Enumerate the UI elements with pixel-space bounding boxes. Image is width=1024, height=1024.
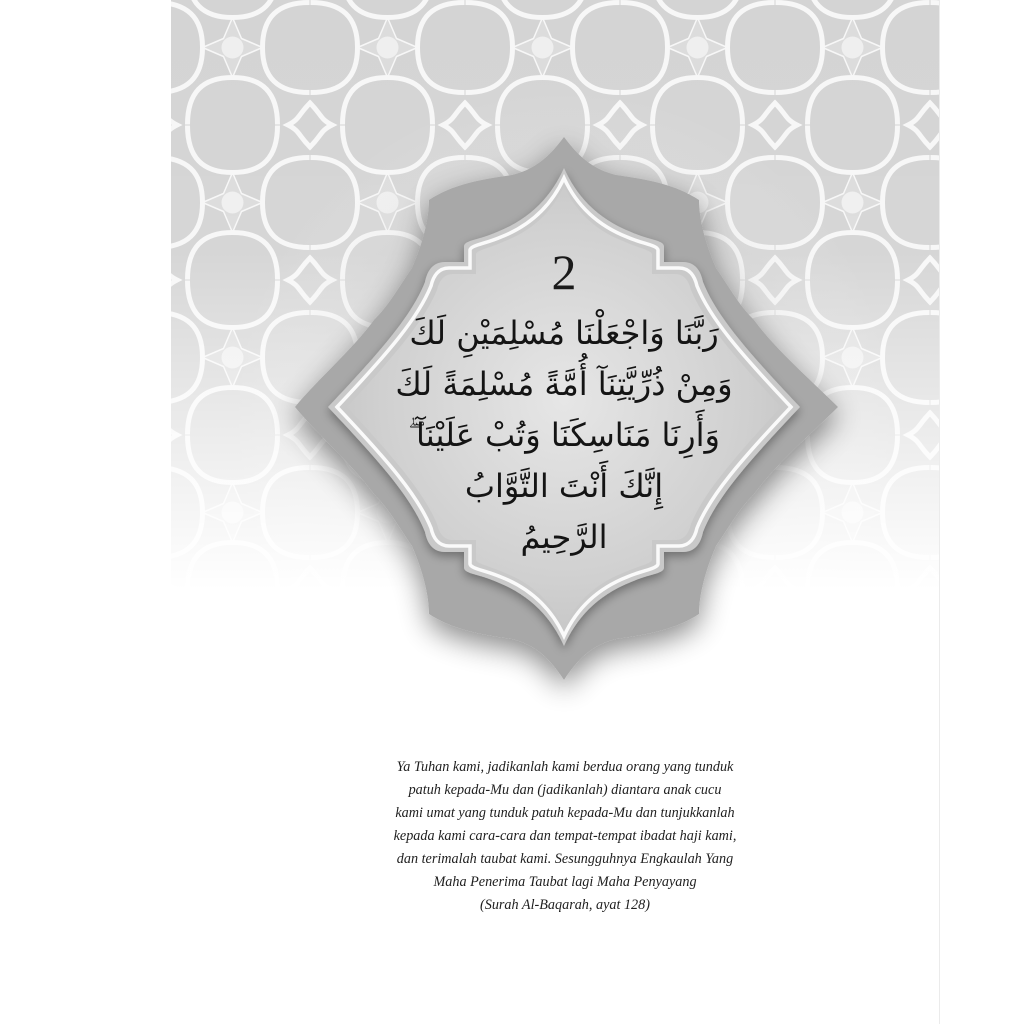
page-edge-divider [939, 0, 940, 1024]
translation-line: Maha Penerima Taubat lagi Maha Penyayang [433, 874, 697, 890]
arabic-line: وَمِنْ ذُرِّيَّتِنَآ أُمَّةً مُسْلِمَةً لَكَ [395, 365, 733, 403]
prayer-number: 2 [551, 244, 577, 300]
arabic-line: إِنَّكَ أَنْتَ التَّوَّابُ [464, 467, 664, 505]
translation-line: kami umat yang tunduk patuh kepada-Mu dan tunjukkanlah [395, 805, 735, 821]
arabic-line: الرَّحِيمُ [520, 518, 608, 556]
arabic-line: وَأَرِنَا مَنَاسِكَنَا وَتُبْ عَلَيْنَآ ۖ [408, 416, 720, 454]
translation-line: dan terimalah taubat kami. Sesungguhnya Engkaulah Yang [396, 851, 734, 867]
translation-line: patuh kepada-Mu dan (jadikanlah) diantara anak cucu [408, 782, 722, 798]
book-page [171, 0, 939, 1024]
verse-citation: (Surah Al-Baqarah, ayat 128) [480, 897, 650, 913]
arabic-verse [374, 308, 754, 563]
arabic-line: رَبَّنَا وَاجْعَلْنَا مُسْلِمَيْنِ لَكَ [409, 314, 719, 352]
translation-line: Ya Tuhan kami, jadikanlah kami berdua orang yang tunduk [396, 759, 734, 775]
verse-translation [371, 756, 759, 917]
translation-line: kepada kami cara-cara dan tempat-tempat ibadat haji kami, [393, 828, 737, 844]
